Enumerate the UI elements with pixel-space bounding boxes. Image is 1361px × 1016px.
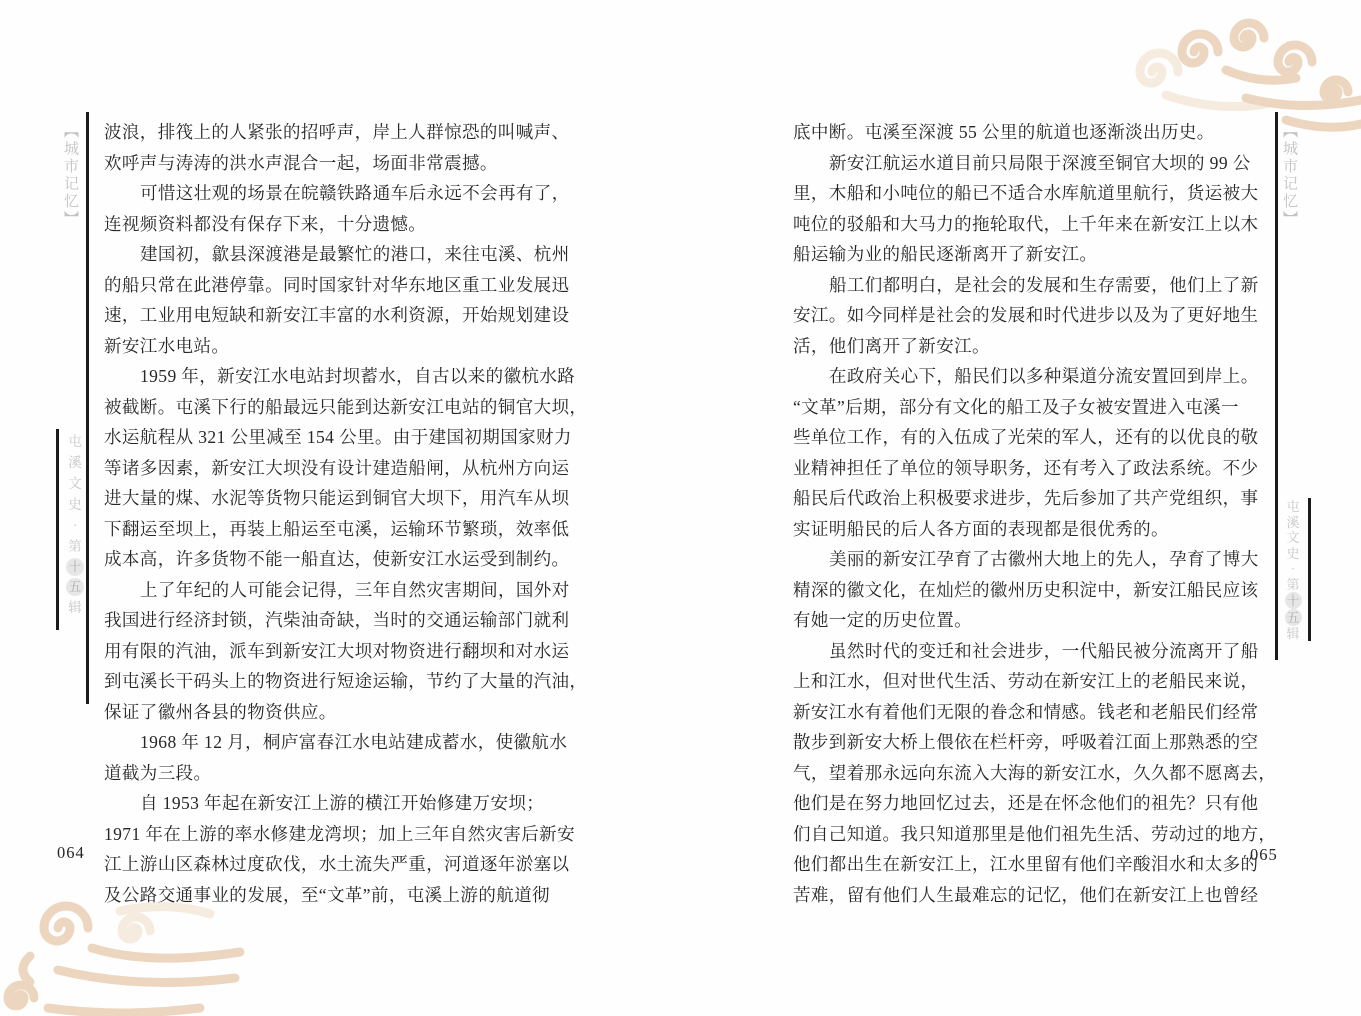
text-line: 连视频资料都没有保存下来，十分遗憾。	[104, 213, 427, 234]
series-label-char: 文	[68, 476, 82, 491]
series-volume-char-circled: 十	[1285, 592, 1302, 609]
series-volume-char-circled: 十	[66, 558, 84, 576]
text-line: 在政府关心下，船民们以多种渠道分流安置回到岸上。	[829, 366, 1259, 386]
text-line: 船民后代政治上积极要求进步，先后参加了共产党组织，事	[793, 488, 1259, 508]
text-line: 里，木船和小吨位的船已不适合水库航道里航行，货运被大	[793, 183, 1259, 203]
series-volume-char-circled: 五	[1285, 609, 1302, 626]
text-line: 用有限的汽油，派车到新安江大坝对物资进行翻坝和对水运	[104, 640, 570, 661]
page-number-left: 064	[57, 843, 85, 862]
text-line: 他们是在努力地回忆过去，还是在怀念他们的祖先？只有他	[793, 793, 1259, 813]
text-line: 美丽的新安江孕育了古徽州大地上的先人，孕育了博大	[829, 549, 1259, 569]
text-line: 被截断。屯溪下行的船最远只能到达新安江电站的铜官大坝，	[104, 396, 588, 417]
series-label-char: 史	[68, 497, 82, 512]
series-label-char: 第	[68, 539, 82, 554]
text-line: 些单位工作，有的入伍成了光荣的军人，还有的以优良的敬	[793, 427, 1259, 447]
series-label-char: 文	[1286, 530, 1300, 545]
text-line: 船运输为业的船民逐渐离开了新安江。	[793, 244, 1098, 264]
text-line: 进大量的煤、水泥等货物只能运到铜官大坝下，用汽车从坝	[104, 488, 570, 508]
text-line: 江上游山区森林过度砍伐，水土流失严重，河道逐年淤塞以	[104, 854, 570, 874]
text-line: 下翻运至坝上，再装上船运至屯溪，运输环节繁琐，效率低	[104, 518, 570, 539]
text-line: 活，他们离开了新安江。	[793, 335, 990, 356]
text-line: 可惜这壮观的场景在皖赣铁路通车后永远不会再有了，	[140, 183, 570, 203]
text-line: 速，工业用电短缺和新安江丰富的水利资源，开始规划建设	[104, 305, 570, 325]
text-line: “文革”后期，部分有文化的船工及子女被安置进入屯溪一	[793, 396, 1239, 417]
text-line: 的船只常在此港停靠。同时国家针对华东地区重工业发展迅	[104, 274, 570, 295]
text-line: 水运航程从 321 公里减至 154 公里。由于建国初期国家财力	[104, 427, 572, 447]
text-line: 苦难，留有他们人生最难忘的记忆，他们在新安江上也曾经	[793, 884, 1259, 905]
text-line: 散步到新安大桥上偎依在栏杆旁，呼吸着江面上那熟悉的空	[793, 732, 1259, 752]
text-line: 新安江水电站。	[104, 335, 230, 356]
series-volume-char-circled: 五	[66, 578, 84, 596]
series-label-char: 第	[1286, 576, 1300, 592]
text-line: 吨位的驳船和大马力的拖轮取代，上千年来在新安江上以木	[793, 213, 1259, 234]
text-line: 虽然时代的变迁和社会进步，一代船民被分流离开了船	[829, 640, 1259, 661]
page-number-right: 065	[1250, 845, 1278, 864]
text-line: 气，望着那永远向东流入大海的新安江水，久久都不愿离去，	[793, 762, 1277, 783]
text-line: 新安江水有着他们无限的眷念和情感。钱老和老船民们经常	[793, 701, 1259, 722]
series-label-char: 溪	[1286, 514, 1300, 530]
text-line: 自 1953 年起在新安江上游的横江开始修建万安坝；	[140, 793, 545, 813]
body-text-left-page	[104, 117, 588, 910]
text-line: 业精神担任了单位的领导职务，还有考入了政法系统。不少	[793, 457, 1259, 478]
margin-rule-inner-right	[1275, 112, 1278, 660]
series-label-char: 溪	[68, 455, 82, 470]
text-line: 我国进行经济封锁，汽柴油奇缺，当时的交通运输部门就利	[104, 610, 570, 630]
margin-label-city-memory-left: 【城市记忆】	[62, 123, 78, 228]
margin-rule-outer-left	[56, 429, 59, 630]
margin-label-series-right	[1280, 499, 1306, 642]
text-line: 1968 年 12 月，桐庐富春江水电站建成蓄水，使徽航水	[140, 732, 568, 752]
text-line: 上了年纪的人可能会记得，三年自然灾害期间，国外对	[140, 579, 570, 600]
series-label-char: 屯	[1286, 499, 1300, 514]
margin-label-series-left	[62, 431, 88, 618]
series-label-char: 屯	[68, 434, 82, 449]
text-line: 上和江水，但对世代生活、劳动在新安江上的老船民来说，	[793, 671, 1259, 691]
text-line: 新安江航运水道目前只局限于深渡至铜官大坝的 99 公	[829, 152, 1251, 173]
text-line: 船工们都明白，是社会的发展和生存需要，他们上了新	[829, 274, 1259, 295]
text-line: 道截为三段。	[104, 762, 212, 783]
series-label-char: ·	[72, 518, 78, 533]
text-line: 波浪，排筏上的人紧张的招呼声，岸上人群惊恐的叫喊声、	[104, 122, 570, 142]
series-label-char: 辑	[68, 600, 82, 615]
text-line: 实证明船民的后人各方面的表现都是很优秀的。	[793, 518, 1169, 539]
text-line: 他们都出生在新安江上，江水里留有他们辛酸泪水和太多的	[793, 854, 1259, 874]
text-line: 建国初，歙县深渡港是最繁忙的港口，来往屯溪、杭州	[140, 244, 570, 264]
text-line: 有她一定的历史位置。	[793, 610, 972, 630]
text-line: 底中断。屯溪至深渡 55 公里的航道也逐渐淡出历史。	[793, 122, 1215, 142]
series-label-char: 辑	[1286, 626, 1300, 641]
text-line: 等诸多因素，新安江大坝没有设计建造船闸，从杭州方向运	[104, 457, 570, 478]
margin-label-city-memory-right: 【城市记忆】	[1281, 123, 1297, 228]
text-line: 保证了徽州各县的物资供应。	[104, 701, 337, 722]
margin-rule-outer-right	[1308, 498, 1311, 641]
text-line: 精深的徽文化，在灿烂的徽州历史积淀中，新安江船民应该	[793, 579, 1259, 600]
text-line: 们自己知道。我只知道那里是他们祖先生活、劳动过的地方，	[793, 823, 1277, 844]
text-line: 及公路交通事业的发展，至“文革”前，屯溪上游的航道彻	[104, 884, 550, 905]
text-line: 1971 年在上游的率水修建龙湾坝；加上三年自然灾害后新安	[104, 823, 575, 844]
text-line: 到屯溪长干码头上的物资进行短途运输，节约了大量的汽油，	[104, 671, 588, 691]
text-line: 成本高，许多货物不能一船直达，使新安江水运受到制约。	[104, 549, 570, 569]
text-line: 1959 年，新安江水电站封坝蓄水，自古以来的徽杭水路	[140, 366, 576, 386]
text-line: 欢呼声与涛涛的洪水声混合一起，场面非常震撼。	[104, 152, 498, 173]
text-line: 安江。如今同样是社会的发展和时代进步以及为了更好地生	[793, 305, 1259, 325]
series-label-char: ·	[1290, 561, 1296, 576]
series-label-char: 史	[1286, 545, 1300, 561]
